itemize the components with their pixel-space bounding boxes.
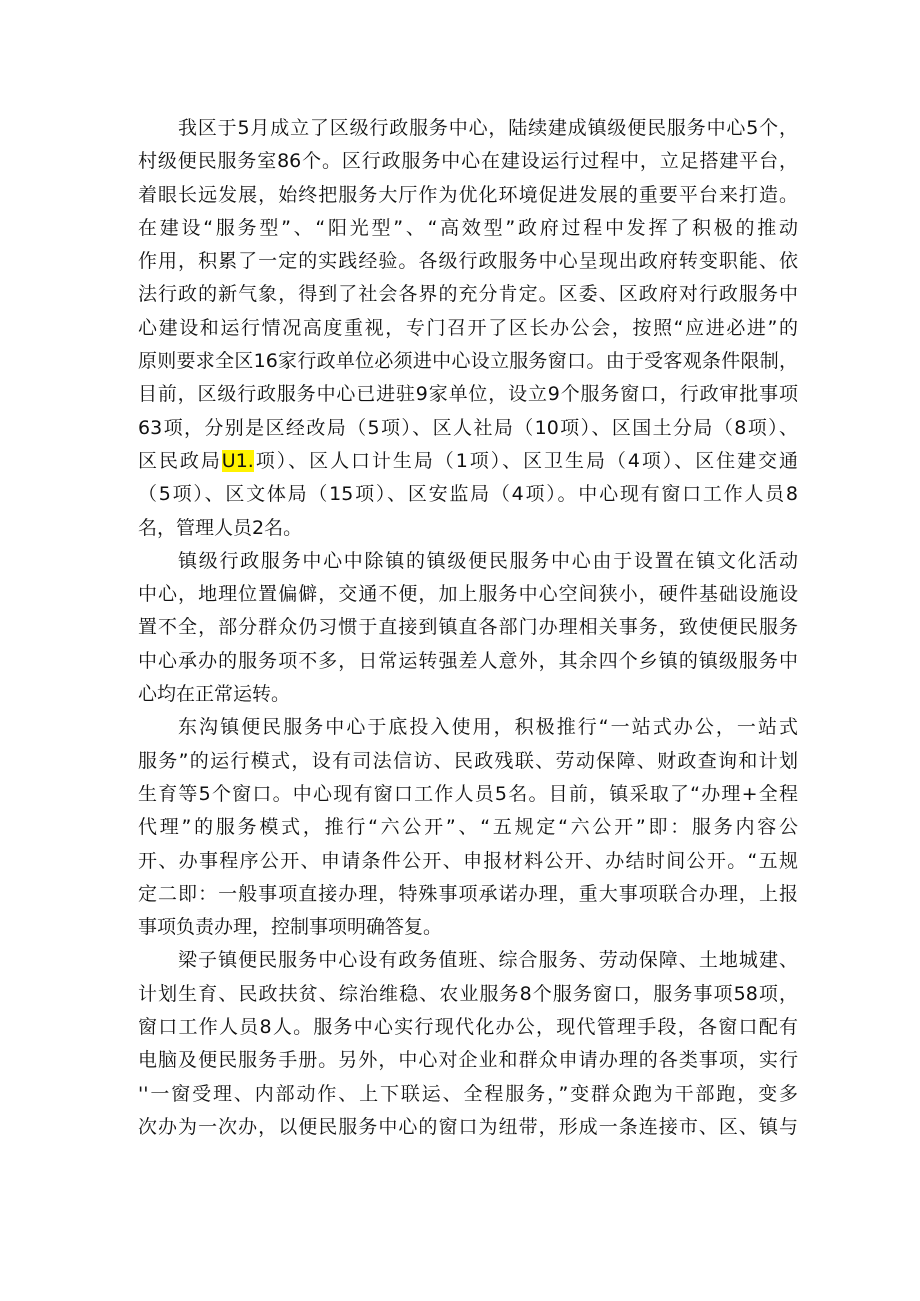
text-line: 法行政的新气象，得到了社会各界的充分肯定。区委、区政府对行政服务中 <box>138 283 798 306</box>
text-line: 电脑及便民服务手册。另外，中心对企业和群众申请办理的各类事项，实行 <box>138 1049 798 1072</box>
text-line: 村级便民服务室86个。区行政服务中心在建设运行过程中，立足搭建平台， <box>138 150 798 173</box>
highlighted-text: U1. <box>221 449 254 472</box>
text-line: （5项）、区文体局（15项）、区安监局（4项）。中心现有窗口工作人员8 <box>138 483 798 506</box>
text-line: 原则要求全区16家行政单位必须进中心设立服务窗口。由于受客观条件限制， <box>138 350 798 373</box>
text-line: 中心承办的服务项不多，日常运转强差人意外，其余四个乡镇的镇级服务中 <box>138 649 798 672</box>
text-line: 定二即：一般事项直接办理，特殊事项承诺办理，重大事项联合办理，上报 <box>138 882 798 905</box>
text-line: ''一窗受理、内部动作、上下联运、全程服务，”变群众跑为干部跑，变多 <box>138 1082 798 1105</box>
text-line: 事项负责办理，控制事项明确答复。 <box>138 916 443 939</box>
paragraph <box>138 112 798 545</box>
text-line: 置不全，部分群众仍习惯于直接到镇直各部门办理相关事务，致使便民服务 <box>138 616 798 639</box>
paragraph <box>138 545 798 711</box>
text-line: 服务”的运行模式，设有司法信访、民政残联、劳动保障、财政查询和计划 <box>138 749 798 772</box>
text-line: 作用，积累了一定的实践经验。各级行政服务中心呈现出政府转变职能、依 <box>138 250 798 273</box>
text-line: 计划生育、民政扶贫、综治维稳、农业服务8个服务窗口，服务事项58项， <box>138 982 798 1005</box>
text-line: 开、办事程序公开、申请条件公开、申报材料公开、办结时间公开。“五规 <box>138 849 798 872</box>
text-line: 心建设和运行情况高度重视，专门召开了区长办公会，按照“应进必进”的 <box>138 316 798 339</box>
text-line: 生育等5个窗口。中心现有窗口工作人员5名。目前，镇采取了“办理+全程 <box>138 782 798 805</box>
text-line: 代理”的服务模式，推行“六公开”、“五规定“六公开”即：服务内容公 <box>138 816 798 839</box>
text-line: 名，管理人员2名。 <box>138 516 303 539</box>
text-line: 东沟镇便民服务中心于底投入使用，积极推行“一站式办公，一站式 <box>178 716 798 739</box>
text-line: 中心，地理位置偏僻，交通不便，加上服务中心空间狭小，硬件基础设施设 <box>138 583 798 606</box>
text-line: 目前，区级行政服务中心已进驻9家单位，设立9个服务窗口，行政审批事项 <box>138 383 798 406</box>
text-line: 梁子镇便民服务中心设有政务值班、综合服务、劳动保障、土地城建、 <box>178 949 798 972</box>
text-line: 我区于5月成立了区级行政服务中心，陆续建成镇级便民服务中心5个， <box>178 117 798 139</box>
text-line: 窗口工作人员8人。服务中心实行现代化办公，现代管理手段，各窗口配有 <box>138 1016 798 1039</box>
paragraph <box>138 711 798 944</box>
paragraph <box>138 944 798 1144</box>
text-line: 心均在正常运转。 <box>138 683 291 706</box>
text-line: 区民政局U1.项）、区人口计生局（1项）、区卫生局（4项）、区住建交通 <box>138 449 798 472</box>
text-line: 在建设“服务型”、“阳光型”、“高效型”政府过程中发挥了积极的推动 <box>138 216 798 239</box>
document-page <box>138 112 798 1144</box>
text-line: 次办为一次办，以便民服务中心的窗口为纽带，形成一条连接市、区、镇与 <box>138 1115 798 1138</box>
text-line: 着眼长远发展，始终把服务大厅作为优化环境促进发展的重要平台来打造。 <box>138 183 798 206</box>
text-line: 镇级行政服务中心中除镇的镇级便民服务中心由于设置在镇文化活动 <box>178 549 798 572</box>
text-line: 63项，分别是区经改局（5项）、区人社局（10项）、区国土分局（8项）、 <box>138 416 798 439</box>
